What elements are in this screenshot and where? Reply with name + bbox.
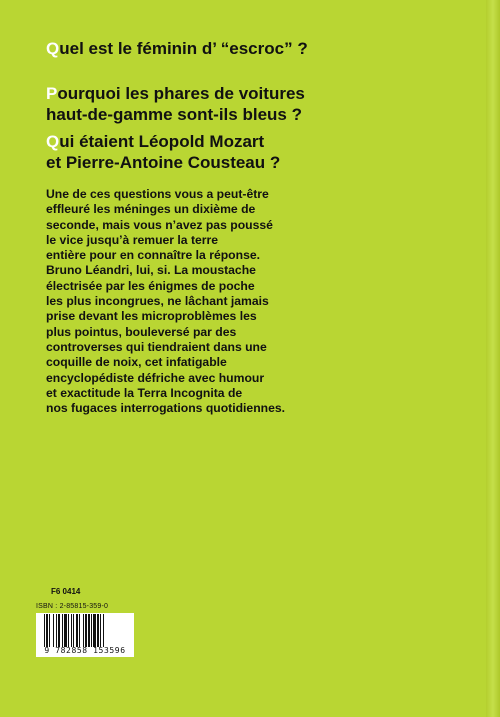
blurb-line: les plus incongrues, ne lâchant jamais	[46, 294, 269, 309]
barcode-bar	[73, 614, 74, 647]
barcode-bar	[49, 614, 50, 647]
question-2	[46, 83, 305, 125]
barcode-bar	[46, 614, 48, 647]
blurb-line: prise devant les microproblèmes les	[46, 309, 257, 324]
barcode-bar	[79, 614, 80, 647]
question-2-initial: P	[46, 84, 58, 103]
barcode-bar	[91, 614, 92, 647]
barcode-bar	[88, 614, 90, 647]
barcode-bar	[103, 614, 104, 647]
blurb-line: Bruno Léandri, lui, si. La moustache	[46, 263, 256, 278]
question-2-line-2: haut-de-gamme sont-ils bleus ?	[46, 105, 302, 124]
blurb-paragraph	[46, 187, 426, 416]
barcode-bar	[100, 614, 101, 647]
barcode-icon	[44, 614, 128, 647]
barcode-bar	[64, 614, 67, 647]
blurb-line: entière pour en connaître la réponse.	[46, 248, 261, 263]
barcode-bar	[56, 614, 57, 647]
barcode-bar	[83, 614, 84, 647]
barcode-bar	[97, 614, 99, 647]
product-code: F6 0414	[51, 587, 81, 596]
blurb-line: le vice jusqu’à remuer la terre	[46, 232, 219, 247]
question-1-initial: Q	[46, 39, 60, 58]
barcode-bar	[44, 614, 45, 647]
question-3-line-2: et Pierre-Antoine Cousteau ?	[46, 153, 281, 172]
barcode-bar	[62, 614, 63, 647]
question-3	[46, 131, 280, 173]
question-1-line-1: uel est le féminin d’ “escroc” ?	[59, 39, 308, 58]
blurb-line: électrisée par les énigmes de poche	[46, 278, 255, 293]
blurb-line: coquille de noix, cet infatigable	[46, 355, 227, 370]
barcode-bar	[58, 614, 60, 647]
question-1	[46, 38, 308, 59]
barcode-bar	[85, 614, 87, 647]
book-edge	[486, 0, 500, 717]
isbn-label: ISBN : 2-85815-359-0	[36, 603, 109, 610]
blurb-line: et exactitude la Terra Incognita de	[46, 385, 243, 400]
question-3-line-1: ui étaient Léopold Mozart	[59, 132, 265, 151]
blurb-line: controverses qui tiendraient dans une	[46, 339, 267, 354]
question-3-initial: Q	[46, 132, 60, 151]
blurb-line: seconde, mais vous n’avez pas poussé	[46, 217, 273, 232]
barcode-bar	[76, 614, 78, 647]
barcode-bar	[68, 614, 69, 647]
barcode-bar	[93, 614, 96, 647]
barcode-bar	[53, 614, 54, 647]
question-2-line-1: ourquoi les phares de voitures	[57, 84, 305, 103]
blurb-line: plus pointus, bouleversé par des	[46, 324, 237, 339]
blurb-line: nos fugaces interrogations quotidiennes.	[46, 401, 286, 416]
blurb-line: Une de ces questions vous a peut-être	[46, 187, 269, 201]
barcode-bar	[71, 614, 72, 647]
barcode-digits: 9 782858 153596	[44, 646, 126, 655]
blurb-line: effleuré les méninges un dixième de	[46, 202, 256, 217]
blurb-line: encyclopédiste défriche avec humour	[46, 370, 265, 385]
